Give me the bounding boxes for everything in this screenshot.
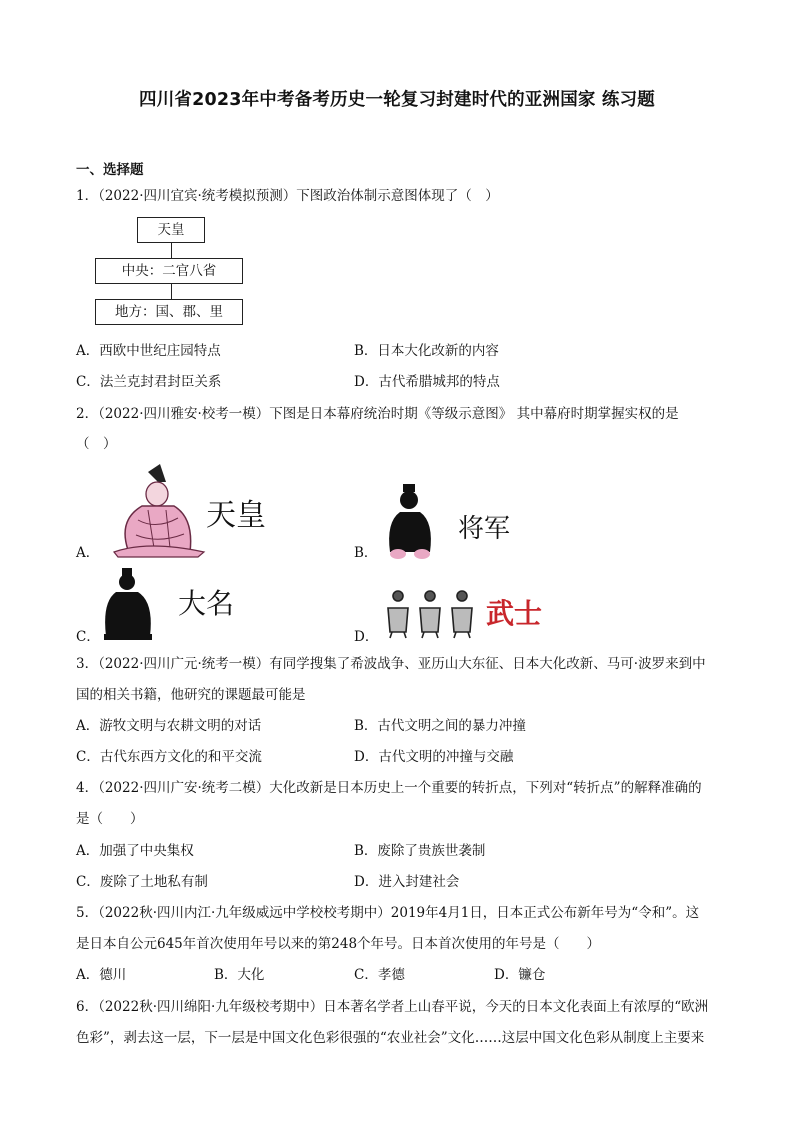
q1-option-a[interactable]: A．西欧中世纪庄园特点 [76, 343, 221, 359]
q5-option-d[interactable]: D．镰仓 [494, 967, 546, 983]
q2-image-daimyo[interactable] [100, 566, 250, 644]
diagram-box-central: 中央：二官八省 [95, 258, 243, 284]
q4-stem-line1: 4．（2022·四川广安·统考二模）大化改新是日本历史上一个重要的转折点，下列对“转折点”的解释准确的 [76, 780, 702, 796]
q6-stem-line1: 6．（2022秋·四川绵阳·九年级校考期中）日本著名学者上山春平说，今天的日本文化表面上有浓厚的“欧洲 [76, 999, 709, 1015]
q1-option-d[interactable]: D．古代希腊城邦的特点 [354, 374, 500, 390]
q4-option-d[interactable]: D．进入封建社会 [354, 874, 460, 890]
page-title: 四川省2023年中考备考历史一轮复习封建时代的亚洲国家 练习题 [139, 90, 655, 110]
q3-option-d[interactable]: D．古代文明的冲撞与交融 [354, 749, 514, 765]
q2-option-c-letter[interactable]: C． [76, 629, 100, 645]
q2-image-samurai[interactable] [384, 588, 564, 640]
section-heading: 一、选择题 [76, 162, 144, 178]
q2-option-a-letter[interactable]: A． [76, 545, 100, 561]
q3-option-b[interactable]: B．古代文明之间的暴力冲撞 [354, 718, 526, 734]
q4-option-a[interactable]: A．加强了中央集权 [76, 843, 194, 859]
diagram-box-emperor: 天皇 [137, 217, 205, 243]
q2-stem-line1: 2．（2022·四川雅安·校考一模）下图是日本幕府统治时期《等级示意图》 其中幕府时期掌握实权的是 [76, 406, 679, 422]
daimyo-caption: 大名 [178, 587, 235, 620]
q6-stem-line2: 色彩”，剥去这一层，下一层是中国文化色彩很强的“农业社会”文化……这层中国文化色彩从制度上主要来 [76, 1030, 705, 1046]
q3-option-c[interactable]: C．古代东西方文化的和平交流 [76, 749, 262, 765]
q3-option-a[interactable]: A．游牧文明与农耕文明的对话 [76, 718, 262, 734]
q2-option-b-letter[interactable]: B． [354, 545, 378, 561]
q1-option-c[interactable]: C．法兰克封君封臣关系 [76, 374, 222, 390]
q1-option-b[interactable]: B．日本大化改新的内容 [354, 343, 499, 359]
q5-stem-line2: 是日本自公元645年首次使用年号以来的第248个年号。日本首次使用的年号是（ ） [76, 936, 601, 952]
q4-option-b[interactable]: B．废除了贵族世袭制 [354, 843, 486, 859]
q2-option-d-letter[interactable]: D． [354, 629, 379, 645]
q4-option-c[interactable]: C．废除了土地私有制 [76, 874, 208, 890]
q2-image-emperor[interactable] [108, 460, 278, 560]
emperor-caption: 天皇 [206, 498, 266, 533]
q2-image-shogun[interactable] [386, 482, 526, 562]
q5-option-b[interactable]: B．大化 [214, 967, 265, 983]
samurai-caption: 武士 [486, 597, 543, 630]
diagram-connector [171, 284, 172, 299]
shogun-caption: 将军 [458, 514, 511, 544]
q3-stem-line1: 3．（2022·四川广元·统考一模）有同学搜集了希波战争、亚历山大东征、日本大化改新、马可·波罗来到中 [76, 656, 706, 672]
q5-option-c[interactable]: C．孝德 [354, 967, 405, 983]
q3-stem-line2: 国的相关书籍，他研究的课题最可能是 [76, 687, 306, 703]
diagram-box-local: 地方：国、郡、里 [95, 299, 243, 325]
q2-stem-line2: （ ） [76, 436, 117, 452]
q5-stem-line1: 5．（2022秋·四川内江·九年级威远中学校校考期中）2019年4月1日，日本正式公布新年号为“令和”。这 [76, 905, 700, 921]
q5-option-a[interactable]: A．德川 [76, 967, 127, 983]
q1-stem: 1．（2022·四川宜宾·统考模拟预测）下图政治体制示意图体现了（ ） [76, 188, 499, 204]
q4-stem-line2: 是（ ） [76, 811, 144, 827]
diagram-connector [171, 243, 172, 258]
